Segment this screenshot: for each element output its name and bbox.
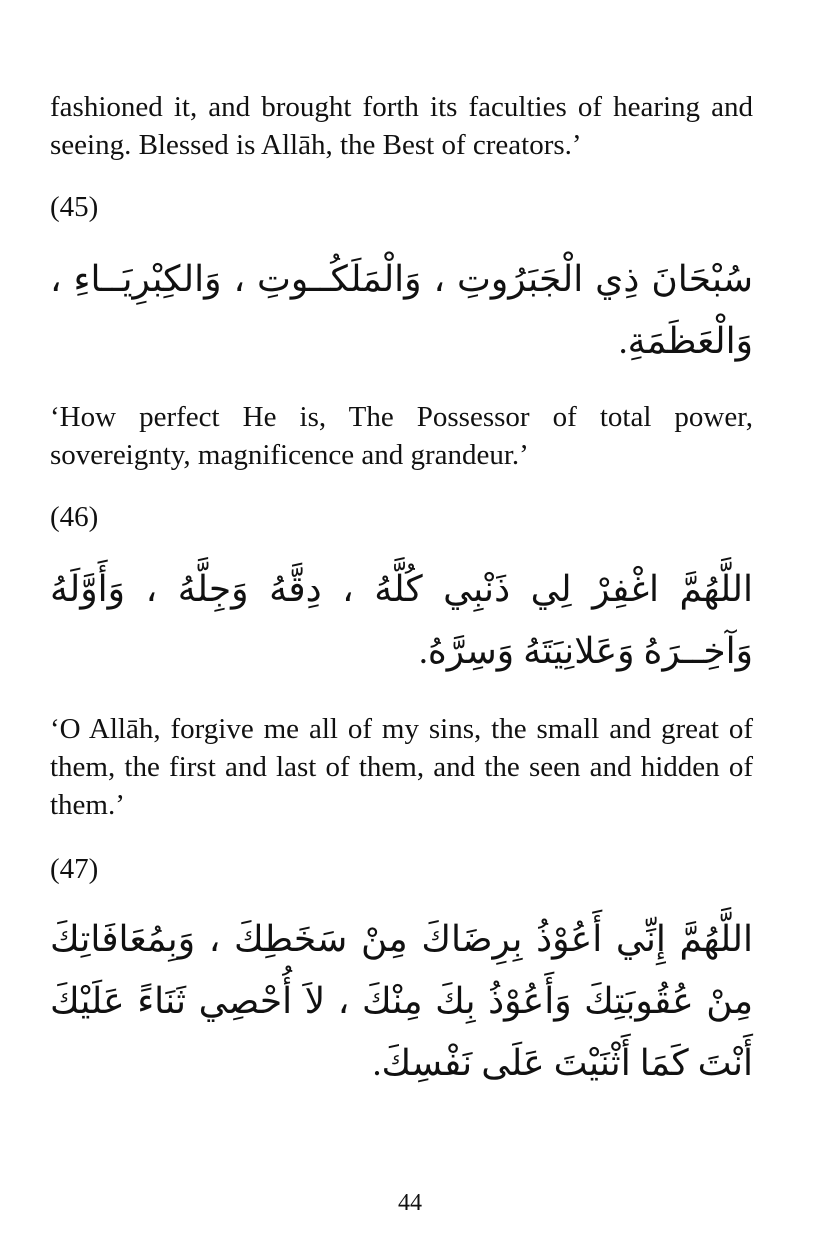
translation-45: ‘How perfect He is, The Possessor of total power, sovereignty, magnificence and grandeur.’: [50, 401, 753, 471]
page-body: [50, 88, 753, 1094]
continuation-translation: fashioned it, and brought forth its faculties of hearing and seeing. Blessed is Allāh, the Best of creators.’: [50, 91, 753, 161]
entry-number-45: (45): [50, 191, 99, 223]
arabic-supplication-45: سُبْحَانَ ذِي الْجَبَرُوتِ ، وَالْمَلَكُــوتِ ، وَالكِبْرِيَــاءِ ، وَالْعَظَمَةِ.: [50, 259, 753, 361]
entry-number-47: (47): [50, 853, 99, 885]
arabic-supplication-47: اللَّهُمَّ إِنِّي أَعُوْذُ بِرِضَاكَ مِنْ سَخَطِكَ ، وَبِمُعَافَاتِكَ مِنْ عُقُوبَتِكَ وَأَعُوْذُ بِكَ مِنْكَ ، لاَ أُحْصِي ثَنَاءً عَلَيْكَ أَنْتَ كَمَا أَثْنَيْتَ عَلَى نَفْسِكَ.: [50, 919, 753, 1083]
entry-number-46: (46): [50, 501, 99, 533]
arabic-supplication-46: اللَّهُمَّ اغْفِرْ لِي ذَنْبِي كُلَّهُ ، دِقَّهُ وَجِلَّهُ ، وَأَوَّلَهُ وَآخِــرَهُ وَعَلانِيَتَهُ وَسِرَّهُ.: [50, 569, 753, 671]
page-number: 44: [398, 1190, 422, 1216]
translation-46: ‘O Allāh, forgive me all of my sins, the small and great of them, the first and last of them, and the seen and hidden of them.’: [50, 713, 753, 821]
